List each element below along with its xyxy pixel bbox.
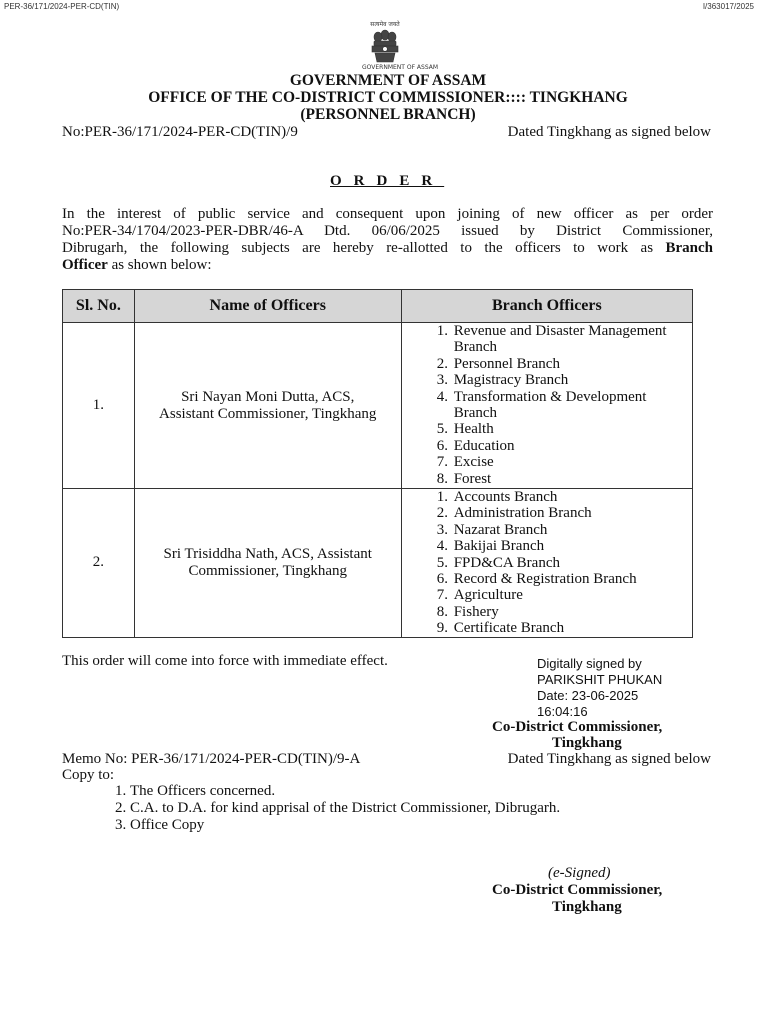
serial-number: 2. [63,489,135,638]
copy-to-list [107,783,560,834]
order-dated: Dated Tingkhang as signed below [507,124,711,140]
officer-name-text: Sri Nayan Moni Dutta, ACS, Assistant Commissioner, Tingkhang [159,388,377,422]
branch-list [402,323,692,487]
list-item: 8. Fishery [452,604,692,620]
list-item: 6. Education [452,438,692,454]
e-signed-label: (e-Signed) [548,865,611,881]
list-item: 7. Excise [452,454,692,470]
branch-emphasis: Branch [665,240,713,256]
emblem-caption: GOVERNMENT OF ASSAM [362,64,439,71]
paragraph-text: Dibrugarh, the following subjects are hereby re-allotted to the officers to work as [62,240,654,256]
column-header-officer-name: Name of Officers [134,290,401,323]
copy-to-label: Copy to: [62,767,115,783]
list-item: 8. Forest [452,471,692,487]
heading-line-branch: (PERSONNEL BRANCH) [300,106,476,123]
column-header-branches: Branch Officers [401,290,692,323]
list-item: 6. Record & Registration Branch [452,571,692,587]
heading-line-office: OFFICE OF THE CO-DISTRICT COMMISSIONER:::: TINGKHANG [148,89,628,106]
list-item: 2. Administration Branch [452,505,692,521]
list-item: 4. Transformation & Development Branch [452,389,692,422]
signatory-title: Co-District Commissioner, [492,882,663,898]
list-item: 9. Certificate Branch [452,620,692,636]
list-item: 1. Revenue and Disaster Management Branch [452,323,692,356]
table-row [63,323,693,489]
branch-list [402,489,692,637]
officer-name [134,323,401,489]
list-item: 4. Bakijai Branch [452,538,692,554]
list-item: 1. Accounts Branch [452,489,692,505]
officer-name [134,489,401,638]
paragraph-line: In the interest of public service and consequent upon joining of new officer as per order [62,206,713,222]
list-item: 3. Office Copy [130,817,560,834]
table-header-row [63,290,693,323]
page-header-left: PER-36/171/2024-PER-CD(TIN) [4,2,120,11]
officer-allotment-table [62,289,693,638]
digital-signature-time: 16:04:16 [537,704,588,719]
digital-signature-date: Date: 23-06-2025 [537,688,639,703]
serial-number: 1. [63,323,135,489]
heading-line-government: GOVERNMENT OF ASSAM [289,72,487,89]
list-item: 5. FPD&CA Branch [452,555,692,571]
digital-signature-name: PARIKSHIT PHUKAN [537,672,663,687]
digital-signature-line: Digitally signed by [537,656,642,671]
signatory-title: Co-District Commissioner, [492,719,663,735]
table-row [63,489,693,638]
branch-list-cell [401,323,692,489]
memo-dated: Dated Tingkhang as signed below [507,751,711,767]
column-header-sl-no: Sl. No. [63,290,135,323]
state-emblem-icon [362,20,439,72]
officer-name-text: Sri Trisiddha Nath, ACS, Assistant Commissioner, Tingkhang [163,545,372,579]
list-item: 7. Agriculture [452,587,692,603]
memo-number: Memo No: PER-36/171/2024-PER-CD(TIN)/9-A [62,751,361,767]
list-item: 1. The Officers concerned. [130,783,560,800]
signatory-place: Tingkhang [552,735,622,751]
officer-emphasis: Officer [62,257,108,273]
branch-list-cell [401,489,692,638]
paragraph-text: as shown below: [111,257,212,273]
page-header-right: I/363017/2025 [702,2,754,11]
digital-signature-block [537,656,662,720]
office-heading [0,72,768,123]
list-item: 2. C.A. to D.A. for kind apprisal of the District Commissioner, Dibrugarh. [130,800,560,817]
paragraph-line [62,240,713,257]
paragraph-line [62,257,713,274]
order-reference-number: No:PER-36/171/2024-PER-CD(TIN)/9 [62,124,298,140]
order-body-paragraph [62,206,713,274]
emblem-motto: सत्यमेव जयते [370,21,400,28]
list-item: 5. Health [452,421,692,437]
paragraph-line: No:PER-34/1704/2023-PER-DBR/46-A Dtd. 06/06/2025 issued by District Commissioner, [62,223,713,239]
effect-statement: This order will come into force with immediate effect. [62,653,388,669]
list-item: 2. Personnel Branch [452,356,692,372]
order-title: ORDER [330,173,445,189]
list-item: 3. Nazarat Branch [452,522,692,538]
signatory-place: Tingkhang [552,899,622,915]
list-item: 3. Magistracy Branch [452,372,692,388]
